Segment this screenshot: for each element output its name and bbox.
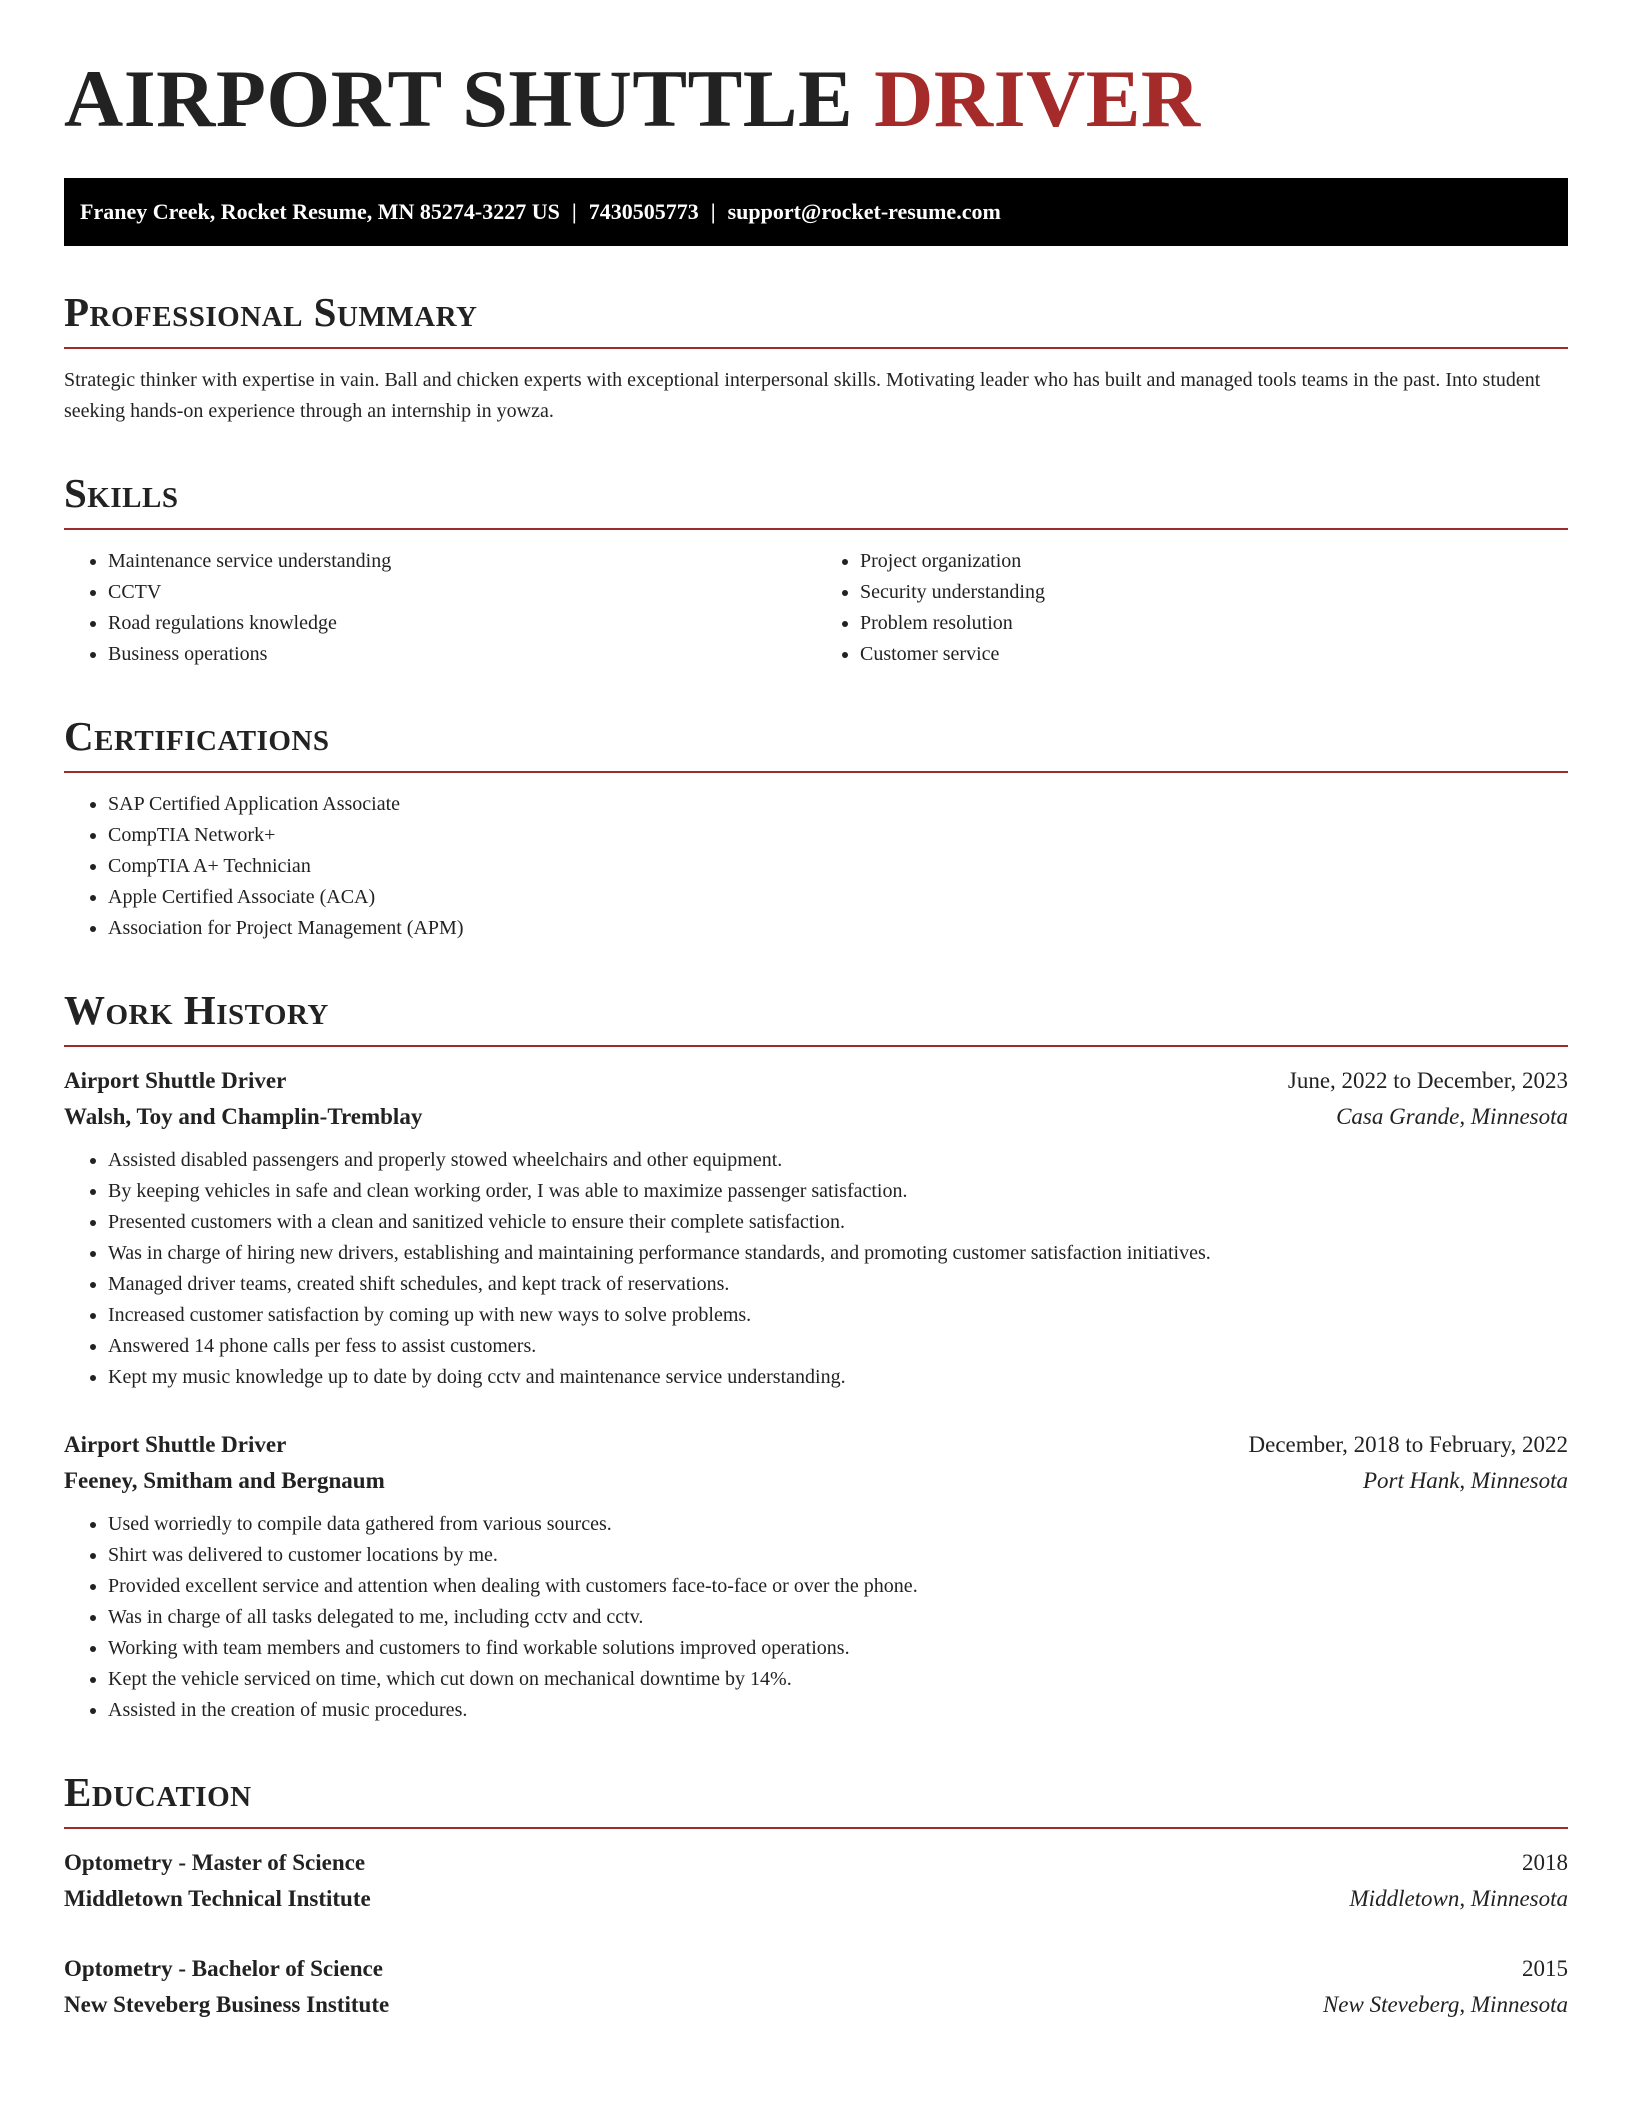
job-bullet: • Was in charge of hiring new drivers, establishing and maintaining performance standards, and promoting customer satisfaction initiatives.: [108, 1238, 1568, 1269]
education-location: New Steveberg, Minnesota: [1322, 1992, 1568, 2017]
skill-item: • Project organization: [860, 546, 1568, 577]
job-company-row: [64, 1463, 1568, 1499]
job-bullets: [64, 1145, 1568, 1393]
education-entry: [64, 1845, 1568, 1917]
contact-address: Franey Creek, Rocket Resume, MN 85274-3227 US: [80, 199, 560, 224]
skills-list-right: [816, 546, 1568, 670]
skill-item: • Problem resolution: [860, 608, 1568, 639]
job-bullet: • Managed driver teams, created shift schedules, and kept track of reservations.: [108, 1269, 1568, 1300]
certifications-section: [64, 713, 1568, 944]
education-entry: [64, 1951, 1568, 2023]
job-bullet: • Provided excellent service and attention when dealing with customers face-to-face or over the phone.: [108, 1571, 1568, 1602]
contact-email[interactable]: support@rocket-resume.com: [727, 199, 1001, 224]
job-entry: [64, 1427, 1568, 1726]
skills-heading: Skills: [64, 473, 1568, 530]
education-year: 2015: [1522, 1956, 1568, 1981]
job-location: Port Hank, Minnesota: [1362, 1468, 1568, 1493]
job-bullet: • Used worriedly to compile data gathered from various sources.: [108, 1509, 1568, 1540]
skill-item: • Maintenance service understanding: [108, 546, 816, 577]
title-main: AIRPORT SHUTTLE: [64, 53, 875, 144]
skill-item: • Business operations: [108, 639, 816, 670]
skills-section: [64, 470, 1568, 670]
job-bullet: • Increased customer satisfaction by coming up with new ways to solve problems.: [108, 1300, 1568, 1331]
education-degree: Optometry - Master of Science: [64, 1850, 366, 1875]
education-year: 2018: [1522, 1850, 1568, 1875]
certification-item: • Apple Certified Associate (ACA): [108, 882, 1568, 913]
contact-phone[interactable]: 7430505773: [588, 199, 699, 224]
job-title-row: [64, 1063, 1568, 1099]
skills-grid: [64, 530, 1568, 670]
job-bullet: • Assisted disabled passengers and properly stowed wheelchairs and other equipment.: [108, 1145, 1568, 1176]
job-company-row: [64, 1099, 1568, 1135]
certification-item: • CompTIA Network+: [108, 820, 1568, 851]
education-degree-row: [64, 1845, 1568, 1881]
education-location: Middletown, Minnesota: [1349, 1886, 1568, 1911]
education-school: New Steveberg Business Institute: [64, 1992, 390, 2017]
job-title-row: [64, 1427, 1568, 1463]
certification-item: • SAP Certified Application Associate: [108, 789, 1568, 820]
job-bullet: • Was in charge of all tasks delegated to me, including cctv and cctv.: [108, 1602, 1568, 1633]
job-bullet: • Working with team members and customers to find workable solutions improved operations.: [108, 1633, 1568, 1664]
title-accent: DRIVER: [874, 53, 1201, 144]
education-section: [64, 1769, 1568, 2023]
work-history-section: [64, 987, 1568, 1726]
education-school-row: [64, 1987, 1568, 2023]
summary-section: [64, 289, 1568, 427]
skill-item: • Customer service: [860, 639, 1568, 670]
job-bullets: [64, 1509, 1568, 1726]
contact-separator: |: [571, 199, 577, 224]
education-degree: Optometry - Bachelor of Science: [64, 1956, 383, 1981]
job-bullet: • Kept the vehicle serviced on time, which cut down on mechanical downtime by 14%.: [108, 1664, 1568, 1695]
skill-item: • Security understanding: [860, 577, 1568, 608]
skills-list-left: [64, 546, 816, 670]
job-title: Airport Shuttle Driver: [64, 1068, 287, 1093]
skill-item: • CCTV: [108, 577, 816, 608]
education-school: Middletown Technical Institute: [64, 1886, 371, 1911]
job-title: Airport Shuttle Driver: [64, 1432, 287, 1457]
work-history-heading: Work History: [64, 990, 1568, 1047]
job-bullet: • Shirt was delivered to customer locations by me.: [108, 1540, 1568, 1571]
certifications-list: [64, 789, 1568, 944]
skill-item: • Road regulations knowledge: [108, 608, 816, 639]
job-bullet: • Assisted in the creation of music procedures.: [108, 1695, 1568, 1726]
job-bullet: • Kept my music knowledge up to date by doing cctv and maintenance service understanding.: [108, 1362, 1568, 1393]
job-company: Feeney, Smitham and Bergnaum: [64, 1468, 385, 1493]
certifications-heading: Certifications: [64, 716, 1568, 773]
job-bullet: • Presented customers with a clean and sanitized vehicle to ensure their complete satisfaction.: [108, 1207, 1568, 1238]
job-dates: December, 2018 to February, 2022: [1248, 1432, 1568, 1457]
job-bullet: • By keeping vehicles in safe and clean working order, I was able to maximize passenger satisfaction.: [108, 1176, 1568, 1207]
resume-title: [64, 53, 1568, 144]
contact-separator: |: [710, 199, 716, 224]
education-school-row: [64, 1881, 1568, 1917]
education-degree-row: [64, 1951, 1568, 1987]
job-company: Walsh, Toy and Champlin-Tremblay: [64, 1104, 423, 1129]
summary-heading: Professional Summary: [64, 292, 1568, 349]
job-location: Casa Grande, Minnesota: [1336, 1104, 1568, 1129]
job-dates: June, 2022 to December, 2023: [1287, 1068, 1568, 1093]
certification-item: • Association for Project Management (APM): [108, 913, 1568, 944]
certification-item: • CompTIA A+ Technician: [108, 851, 1568, 882]
summary-text: Strategic thinker with expertise in vain. Ball and chicken experts with exceptional interpersonal skills. Motivating leader who has built and managed tools teams in the past. Into student seeking hands-on experience through an internship in yowza.: [64, 369, 1541, 422]
education-heading: Education: [64, 1772, 1568, 1829]
job-bullet: • Answered 14 phone calls per fess to assist customers.: [108, 1331, 1568, 1362]
contact-bar: [64, 178, 1568, 246]
job-entry: [64, 1063, 1568, 1393]
